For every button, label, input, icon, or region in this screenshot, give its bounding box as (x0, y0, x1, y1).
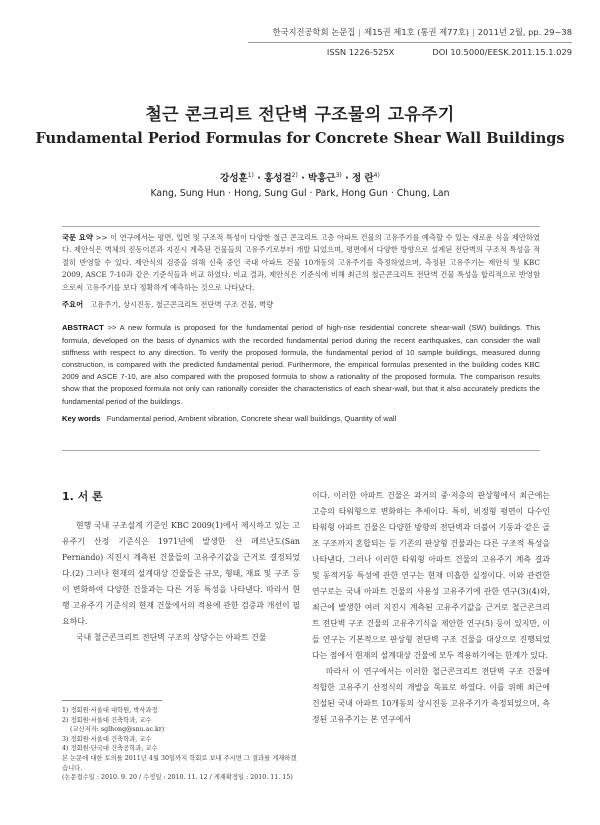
intro-paragraph-4: 따라서 이 연구에서는 이러한 철근콘크리트 전단벽 구조 건물에 적합한 고유주기 산정식의 개발을 목표로 하였다. 이를 위해 최근에 건설된 국내 아파트 10개동의 상시진동 고유주기가 측정되었으며, 측정된 고유주기는 본 연구에서 (312, 667, 550, 724)
author-separator: · (301, 173, 305, 184)
footnote-rule (62, 700, 162, 701)
author-separator: · (345, 173, 349, 184)
author-separator: · (257, 173, 261, 184)
abstract-korean-text: >> 이 연구에서는 평면, 입면 및 구조적 특성이 다양한 철근 콘크리트 고층 아파트 건물의 고유주기를 예측할 수 있는 새로운 식을 제안하였다. 제안식은 벽체의 진동이론과 지진시 계측된 건물들의 고유주기로부터 개발 되었으며, 평면에서 다양한 방향으로 설계된 전단벽의 구조적 특성을 적절히 반영할 수 있다. 제안식의 검증을 위해 신축 중인 국내 아파트 건물 10개동의 고유주기를 측정하였으며, 측정된 고유주기는 제안식 및 KBC 2009, ASCE 7-10과 같은 기준식들과 비교 하였다. 비교 결과, 제안식은 기준식에 비해 최근의 철근콘크리트 전단벽 건물 특성을 합리적으로 반영함으로써 고유주기를 보다 정확하게 예측하는 것으로 나타났다. (62, 233, 540, 292)
footnotes (62, 706, 302, 783)
intro-paragraph-3: 이다. 이러한 아파트 건물은 과거의 중·저층의 판상형에서 최근에는 고층의 타워형으로 변화하는 추세이다. 특히, 비정형 평면이 다수인 타워형 아파트 건물은 다양한 방향의 전단벽과 더불어 기둥과 같은 골조 구조까지 혼합되는 등 기존의 판상형 건물과는 다른 구조적 특성을 나타낸다. 그러나 이러한 타워형 아파트 건물의 고유주기 계측 결과 및 동적거동 특성에 관한 연구는 현재 미흡한 실정이다. 이와 관련한 연구로는 국내 아파트 건물의 사용성 고유주기에 관한 연구(3)(4)와, 최근에 발생한 여러 지진시 계측된 고유주기값을 근거로 철근콘크리트 전단벽 구조 건물의 고유주기식을 제안한 연구(5) 등이 있지만, 이들 연구는 기본적으로 판상형 전단벽 구조 건물을 대상으로 진행되었다는 점에서 현재의 설계대상 건물에 모두 적용하기에는 한계가 있다. (312, 491, 550, 660)
paper-title-english: Fundamental Period Formulas for Concrete Shear Wall Buildings (35, 130, 565, 147)
header-rule (248, 42, 572, 43)
intro-paragraph-1: 현행 국내 구조설계 기준인 KBC 2009(1)에서 제시하고 있는 고유주기 산정 기준식은 1971년에 발생한 산 페르난도(San Fernando) 지진시 계측된 건물들의 고유주기값을 근거로 결정되었다.(2) 그러나 현재의 설계대상 건물들은 규모, 형태, 재료 및 구조 등이 변화하여 다양한 건물과는 다른 거동 특성을 나타낸다. 따라서 현행 고유주기 기준식의 현재 건물에서의 적용에 관한 검증과 개선이 필요하다. (62, 521, 300, 626)
footnote-author-1: 1) 정회원·서울대 대학원, 박사과정 (62, 707, 158, 714)
journal-identifiers (327, 47, 572, 57)
author-2: 홍성걸$^{2)}$ (264, 171, 298, 184)
journal-header (272, 26, 572, 38)
footnote-author-2: 2) 정회원·서울대 건축학과, 교수 (62, 716, 152, 724)
footnote-discussion: 본 논문에 대한 토의를 2011년 4월 30일까지 학회로 보내 주시면 그 결과를 게재하겠습니다. (62, 754, 297, 772)
footnote-corresponding: (교신저자: sglhong@snu.ac.kr) (70, 726, 165, 734)
abstract-english-text: >> A new formula is proposed for the fundamental period of high-rise residential concrete shear-wall (SW) buildings. This formula, developed on the basis of dynamics with the recorded fundamental period during the recent earthquakes, can consider the wall stiffness with respect to any direction. To verify the proposed formula, the fundamental period of 10 sample buildings, measured during construction, is compared with the predicted fundamental period. Furthermore, the empirical formulas presented in the building codes KBC 2009 and ASCE 7-10, are also compared with the proposed formula to show a rationality of the proposed formula. The comparison results show that the proposed formula not only can rationally consider the characteristics of each shear-wall, but that it also accurately predicts the fundamental period of the buildings. (62, 323, 540, 406)
author-4: 정 란$^{4)}$ (351, 171, 380, 184)
paper-title-korean: 철근 콘크리트 전단벽 구조물의 고유주기 (145, 105, 455, 125)
section-heading-introduction: 1. 서 론 (62, 490, 103, 503)
keywords-korean-label: 주요어 (62, 300, 84, 310)
abstract-english (62, 322, 540, 407)
doi: DOI 10.5000/EESK.2011.15.1.029 (432, 47, 572, 57)
body-column-left (62, 488, 300, 646)
authors-korean (0, 170, 600, 184)
abstract-korean-label: 국문 요약 (62, 233, 93, 242)
body-column-right (312, 488, 550, 728)
abstract-block (62, 232, 540, 425)
journal-date-pages: 2011년 2월, pp. 29~38 (477, 27, 572, 37)
abstract-bottom-rule (62, 450, 540, 451)
keywords-korean (62, 299, 540, 311)
issn: ISSN 1226-525X (326, 47, 395, 57)
author-3: 박홍근$^{3)}$ (308, 171, 342, 184)
journal-volume: 제15권 제1호 (통권 제77호) (364, 27, 469, 37)
footnote-author-3: 3) 정회원·서울대 건축학과, 교수 (62, 735, 152, 743)
footnote-author-4: 4) 정회원·단국대 건축공학과, 교수 (62, 745, 158, 753)
author-1: 강성훈$^{1)}$ (220, 171, 254, 184)
journal-name: 한국지진공학회 논문집 (272, 27, 356, 37)
keywords-korean-text: 고유주기, 상시진동, 철근콘크리트 전단벽 구조 건물, 벽량 (90, 300, 274, 310)
abstract-top-rule (62, 226, 540, 227)
header-separator: | (471, 27, 475, 37)
abstract-korean (62, 232, 540, 294)
intro-paragraph-2: 국내 철근콘크리트 전단벽 구조의 상당수는 아파트 건물 (76, 633, 267, 642)
keywords-english-label: Key words (62, 413, 101, 423)
keywords-english (62, 413, 540, 425)
authors-english: Kang, Sung Hun · Hong, Sung Gul · Park, Hong Gun · Chung, Lan (150, 188, 450, 199)
keywords-english-text: Fundamental period, Ambient vibration, Concrete shear wall buildings, Quantity of wall (106, 413, 397, 423)
header-separator: | (358, 27, 362, 37)
footnote-dates: (논문접수일 : 2010. 9. 20 / 수정일 : 2010. 11. 12 / 게재확정일 : 2010. 11. 15) (62, 774, 293, 782)
abstract-english-label: ABSTRACT (62, 323, 104, 333)
